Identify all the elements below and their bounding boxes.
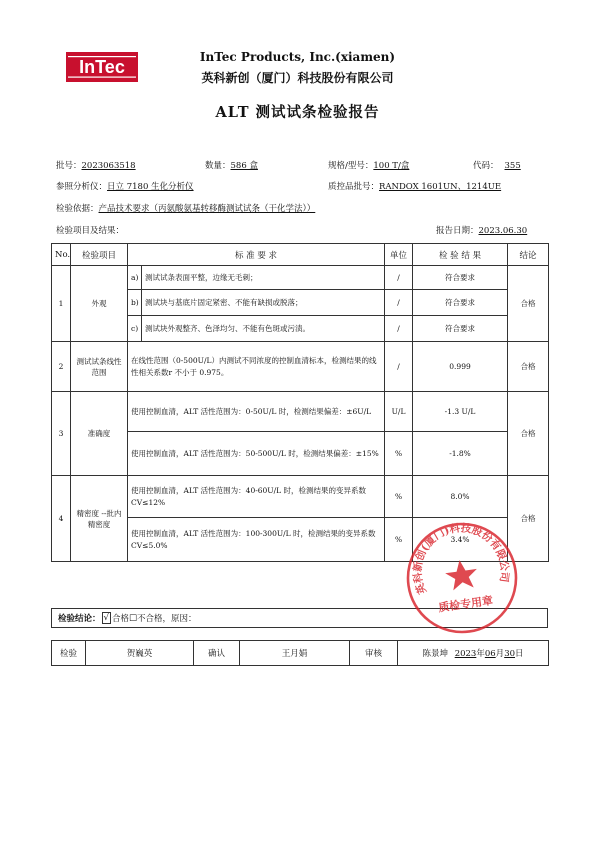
row-no: 3 <box>52 392 71 476</box>
row-no: 4 <box>52 476 71 562</box>
basis-field <box>56 202 315 214</box>
result: -1.8% <box>413 432 508 476</box>
sign-day: 30 <box>504 649 516 659</box>
pass-label: 合格 <box>111 614 129 624</box>
result: 符合要求 <box>413 316 508 342</box>
unit: % <box>385 476 413 518</box>
inspection-table <box>51 243 549 562</box>
basis-label: 检验依据： <box>56 204 99 214</box>
col-header-unit: 单位 <box>385 244 413 266</box>
table-row <box>52 392 549 432</box>
col-header-item: 检验项目 <box>71 244 128 266</box>
row-item: 测试试条线性范围 <box>71 342 128 392</box>
requirement: 使用控制血清，ALT 活性范围为：50-500U/L 时，检测结果偏差：±15% <box>128 432 385 476</box>
col-header-no: No. <box>52 244 71 266</box>
stamp-inner-text: 质检专用章 <box>437 593 494 615</box>
row-no: 1 <box>52 266 71 342</box>
reviewer-signature: 陈景坤 <box>422 649 448 659</box>
inspect-label: 检验 <box>52 641 86 666</box>
company-name-cn: 英科新创（厦门）科技股份有限公司 <box>201 71 394 85</box>
logo-text: InTec <box>79 57 125 77</box>
qc-field <box>328 180 501 192</box>
batch-field <box>56 159 136 171</box>
result: 符合要求 <box>413 290 508 316</box>
unit: % <box>385 518 413 562</box>
unit: / <box>385 342 413 392</box>
spec-field <box>328 159 409 171</box>
requirement: 测试块外观整齐、色泽均匀、不能有色斑或污渍。 <box>142 316 385 342</box>
month-unit: 月 <box>495 649 505 659</box>
spec-label: 规格/型号： <box>328 161 374 171</box>
row-no: 2 <box>52 342 71 392</box>
conclusion: 合格 <box>508 342 549 392</box>
fail-label: 不合格，原因： <box>136 614 197 624</box>
quality-inspection-stamp <box>404 520 520 636</box>
sign-year: 2023 <box>454 649 477 659</box>
confirm-label: 确认 <box>194 641 240 666</box>
table-row <box>52 342 549 392</box>
result: 0.999 <box>413 342 508 392</box>
batch-value: 2023063518 <box>81 161 136 171</box>
result: 3.4% <box>413 518 508 562</box>
star-icon <box>444 558 480 591</box>
review-cell <box>398 641 549 666</box>
year-unit: 年 <box>476 649 485 659</box>
items-label: 检验项目及结果： <box>56 226 125 236</box>
unit: / <box>385 290 413 316</box>
report-title: ALT 测试试条检验报告 <box>215 104 380 121</box>
requirement: 使用控制血清，ALT 活性范围为：0-50U/L 时，检测结果偏差：±6U/L <box>128 392 385 432</box>
unit: / <box>385 266 413 290</box>
sub-letter: c) <box>128 316 142 342</box>
result: -1.3 U/L <box>413 392 508 432</box>
confirmer-signature: 王月娟 <box>240 641 350 666</box>
result: 8.0% <box>413 476 508 518</box>
row-item: 精密度 --批内精密度 <box>71 476 128 562</box>
report-date-field <box>436 224 527 236</box>
inspector-signature: 贺巍英 <box>86 641 194 666</box>
quantity-field <box>205 159 258 171</box>
qc-label: 质控品批号： <box>328 182 380 192</box>
signature-row <box>52 641 549 666</box>
conclusion: 合格 <box>508 392 549 476</box>
code-label: 代码： <box>473 161 499 171</box>
batch-label: 批号： <box>56 161 82 171</box>
result: 符合要求 <box>413 266 508 290</box>
fail-checkbox: □ <box>128 613 137 623</box>
col-header-result: 检 验 结 果 <box>413 244 508 266</box>
quantity-value: 586 盒 <box>230 161 258 171</box>
stamp-outer-text: 英科新创(厦门)科技股份有限公司 <box>411 522 511 596</box>
sub-letter: a) <box>128 266 142 290</box>
analyzer-label: 参照分析仪： <box>56 182 108 192</box>
analyzer-field <box>56 180 194 192</box>
day-unit: 日 <box>515 649 524 659</box>
spec-value: 100 T/盒 <box>373 161 410 171</box>
pass-checkbox: √ <box>103 613 109 623</box>
row-item: 准确度 <box>71 392 128 476</box>
requirement: 在线性范围（0-500U/L）内测试不同浓度的控制血清标本，检测结果的线性相关系数r 不小于 0.975。 <box>128 342 385 392</box>
signature-table <box>51 640 549 666</box>
sub-letter: b) <box>128 290 142 316</box>
basis-value: 产品技术要求（丙氨酸氨基转移酶测试试条（干化学法）） <box>98 204 316 214</box>
table-row <box>52 476 549 518</box>
report-date-label: 报告日期： <box>436 226 479 236</box>
quantity-label: 数量： <box>205 161 231 171</box>
unit: / <box>385 316 413 342</box>
review-label: 审核 <box>350 641 398 666</box>
conclusion: 合格 <box>508 266 549 342</box>
requirement: 测试试条表面平整，边缘无毛刺； <box>142 266 385 290</box>
unit: % <box>385 432 413 476</box>
row-item: 外观 <box>71 266 128 342</box>
conclusion: 合格 <box>508 476 549 562</box>
col-header-conclusion: 结论 <box>508 244 549 266</box>
qc-value: RANDOX 1601UN、1214UE <box>379 182 502 192</box>
unit: U/L <box>385 392 413 432</box>
company-name-en: InTec Products, Inc.(xiamen) <box>199 50 396 64</box>
requirement: 使用控制血清，ALT 活性范围为：100-300U/L 时，检测结果的变异系数 CV≤5.0% <box>128 518 385 562</box>
code-field <box>473 159 521 171</box>
table-header-row <box>52 244 549 266</box>
report-date-value: 2023.06.30 <box>478 226 528 236</box>
table-row <box>52 266 549 290</box>
requirement: 测试块与基底片固定紧密、不能有缺损或脱落； <box>142 290 385 316</box>
col-header-requirement: 标 准 要 求 <box>128 244 385 266</box>
analyzer-value: 日立 7180 生化分析仪 <box>107 182 194 192</box>
conclusion-label: 检验结论： <box>58 614 101 624</box>
sign-month: 06 <box>484 649 496 659</box>
requirement: 使用控制血清，ALT 活性范围为：40-60U/L 时，检测结果的变异系数 CV≤12% <box>128 476 385 518</box>
code-value: 355 <box>504 161 521 171</box>
